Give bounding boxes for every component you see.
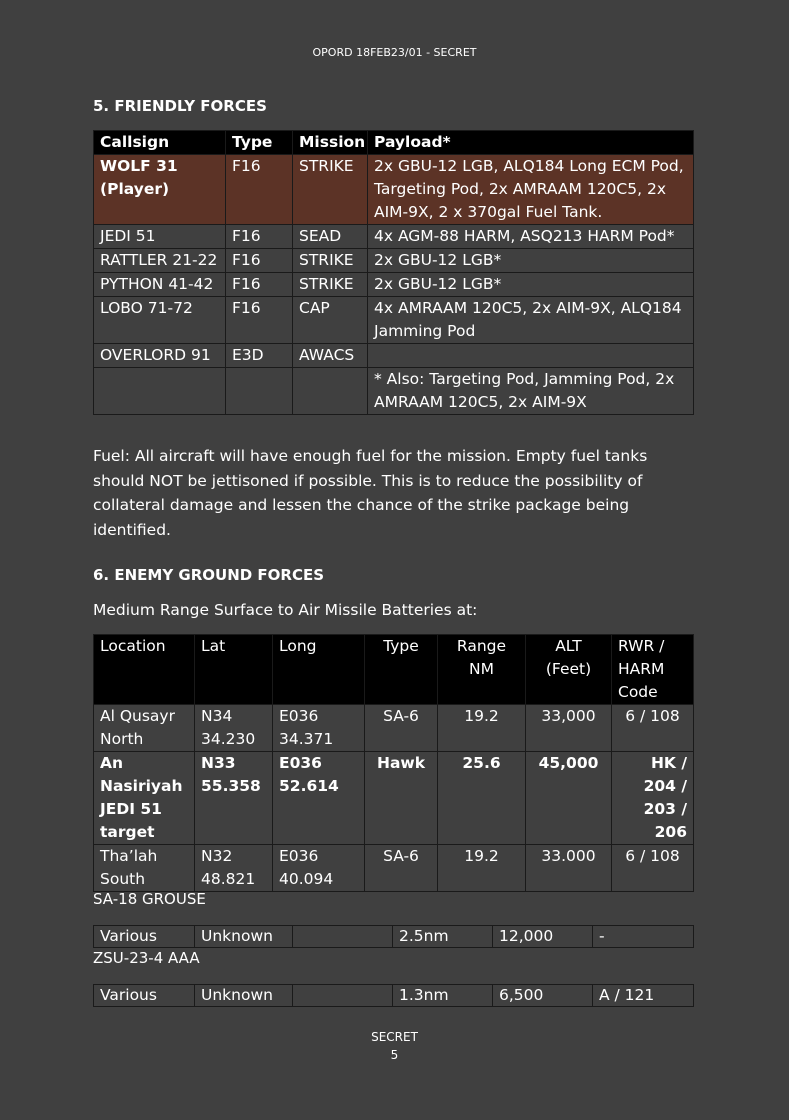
table-row-footnote [94,368,694,415]
table-row [94,297,694,344]
long-cell: E036 34.371 [273,705,365,752]
mission-cell: CAP [293,297,368,344]
code-cell: HK / 204 / 203 / 206 [612,752,694,845]
location-cell: Various [94,985,195,1007]
mission-cell [293,368,368,415]
page-number: 5 [390,1048,399,1062]
type-cell: Hawk [365,752,438,845]
code-cell: 6 / 108 [612,705,694,752]
callsign-cell: WOLF 31 (Player) [94,155,226,225]
table-row [94,926,694,948]
lat-cell: Unknown [195,926,293,948]
table-header-row [94,131,694,155]
type-cell: E3D [226,344,293,368]
code-cell: - [593,926,694,948]
sam-intro: Medium Range Surface to Air Missile Batteries at: [93,601,478,619]
long-cell [293,985,393,1007]
footer-classification: SECRET [371,1030,418,1044]
range-cell: 19.2 [438,845,526,892]
mission-cell: SEAD [293,225,368,249]
column-header: Payload* [368,131,694,155]
range-cell: 19.2 [438,705,526,752]
type-cell: F16 [226,273,293,297]
column-header: RWR / HARM Code [612,635,694,705]
table-row [94,225,694,249]
type-cell: F16 [226,225,293,249]
lat-cell: N32 48.821 [195,845,273,892]
payload-cell: 2x GBU-12 LGB* [368,249,694,273]
document-header: OPORD 18FEB23/01 - SECRET [312,46,477,59]
fuel-note: Fuel: All aircraft will have enough fuel for the mission. Empty fuel tanks should NOT be jettisoned if possible. This is to reduce the possibility of collateral damage and lessen the chance of the strike package being identified. [93,447,648,539]
enemy-sam-table [93,634,694,892]
callsign-cell: OVERLORD 91 [94,344,226,368]
long-cell: E036 52.614 [273,752,365,845]
alt-cell: 12,000 [493,926,593,948]
table-row-player [94,155,694,225]
type-cell [226,368,293,415]
table-header-row [94,635,694,705]
table-row [94,845,694,892]
table-row [94,344,694,368]
type-cell: F16 [226,297,293,344]
mission-cell: STRIKE [293,249,368,273]
location-cell: Al Qusayr North [94,705,195,752]
range-cell: 2.5nm [393,926,493,948]
payload-cell: 4x AMRAAM 120C5, 2x AIM-9X, ALQ184 Jamming Pod [368,297,694,344]
payload-cell: 4x AGM-88 HARM, ASQ213 HARM Pod* [368,225,694,249]
table-row [94,273,694,297]
callsign-cell: RATTLER 21-22 [94,249,226,273]
lat-cell: N34 34.230 [195,705,273,752]
type-cell: F16 [226,249,293,273]
payload-cell: 2x GBU-12 LGB, ALQ184 Long ECM Pod, Targeting Pod, 2x AMRAAM 120C5, 2x AIM-9X, 2 x 370gal Fuel Tank. [368,155,694,225]
table-row [94,249,694,273]
lat-cell: Unknown [195,985,293,1007]
range-cell: 1.3nm [393,985,493,1007]
callsign-cell: PYTHON 41-42 [94,273,226,297]
type-cell: F16 [226,155,293,225]
column-header: Lat [195,635,273,705]
section-5-title: 5. FRIENDLY FORCES [93,97,267,115]
column-header: Location [94,635,195,705]
location-cell: Various [94,926,195,948]
location-cell: Tha’lah South [94,845,195,892]
zsu-label: ZSU-23-4 AAA [93,949,200,967]
callsign-cell: JEDI 51 [94,225,226,249]
zsu-table [93,984,694,1007]
code-cell: 6 / 108 [612,845,694,892]
range-cell: 25.6 [438,752,526,845]
callsign-cell [94,368,226,415]
column-header: Callsign [94,131,226,155]
section-6-title: 6. ENEMY GROUND FORCES [93,566,325,584]
friendly-forces-table [93,130,694,415]
payload-cell: 2x GBU-12 LGB* [368,273,694,297]
table-row [94,705,694,752]
type-cell: SA-6 [365,845,438,892]
code-cell: A / 121 [593,985,694,1007]
payload-footnote-cell: * Also: Targeting Pod, Jamming Pod, 2x AMRAAM 120C5, 2x AIM-9X [368,368,694,415]
table-row [94,985,694,1007]
alt-cell: 45,000 [526,752,612,845]
mission-cell: STRIKE [293,155,368,225]
column-header: ALT (Feet) [526,635,612,705]
alt-cell: 33,000 [526,705,612,752]
column-header: Range NM [438,635,526,705]
mission-cell: STRIKE [293,273,368,297]
sa18-table [93,925,694,948]
column-header: Type [365,635,438,705]
type-cell: SA-6 [365,705,438,752]
payload-cell [368,344,694,368]
alt-cell: 6,500 [493,985,593,1007]
column-header: Mission [293,131,368,155]
sa18-label: SA-18 GROUSE [93,890,206,908]
column-header: Long [273,635,365,705]
long-cell [293,926,393,948]
callsign-cell: LOBO 71-72 [94,297,226,344]
location-cell: An Nasiriyah JEDI 51 target [94,752,195,845]
alt-cell: 33.000 [526,845,612,892]
column-header: Type [226,131,293,155]
table-row-target [94,752,694,845]
lat-cell: N33 55.358 [195,752,273,845]
long-cell: E036 40.094 [273,845,365,892]
mission-cell: AWACS [293,344,368,368]
